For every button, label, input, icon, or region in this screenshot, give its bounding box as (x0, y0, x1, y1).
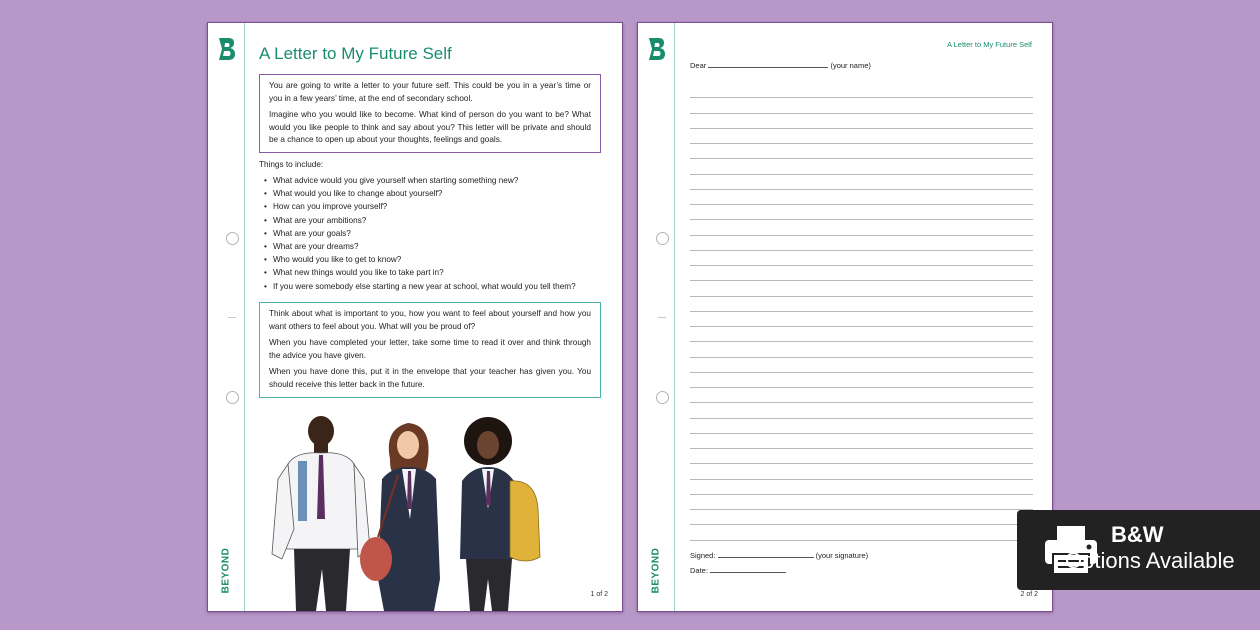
things-list (264, 174, 576, 293)
date-label: Date: (690, 566, 708, 575)
student-figure (272, 416, 370, 611)
list-item: • How can you improve yourself? (264, 200, 576, 213)
badge-line-2: Options Available (1065, 548, 1235, 573)
name-blank (708, 59, 828, 68)
punch-hole (656, 232, 669, 245)
list-item: • If you were somebody else starting a new year at school, what would you tell them? (264, 280, 576, 293)
dear-line (690, 59, 871, 70)
writing-line (690, 281, 1033, 296)
list-item: • What advice would you give yourself when starting something new? (264, 174, 576, 187)
writing-line (690, 205, 1033, 220)
dear-hint: (your name) (830, 61, 871, 70)
writing-line (690, 251, 1033, 266)
writing-line (690, 464, 1033, 479)
writing-line (690, 434, 1033, 449)
brand-label: BEYOND (650, 547, 662, 594)
list-item: • What are your ambitions? (264, 214, 576, 227)
signed-line (690, 549, 868, 560)
writing-line (690, 312, 1033, 327)
writing-line (690, 419, 1033, 434)
bw-options-badge (1017, 510, 1260, 590)
punch-hole (656, 391, 669, 404)
page-number: 1 of 2 (590, 591, 608, 598)
list-item: • What would you like to change about yourself? (264, 187, 576, 200)
closing-paragraph: When you have done this, put it in the envelope that your teacher has given you. You should receive this letter back in the future. (269, 367, 591, 389)
writing-line (690, 388, 1033, 403)
dear-label: Dear (690, 61, 707, 70)
writing-line (690, 327, 1033, 342)
students-illustration (258, 409, 548, 611)
writing-line (690, 449, 1033, 464)
writing-line (690, 144, 1033, 159)
writing-line (690, 266, 1033, 281)
writing-line (690, 159, 1033, 174)
writing-line (690, 358, 1033, 373)
list-item: • What are your goals? (264, 227, 576, 240)
writing-line (690, 403, 1033, 418)
writing-line (690, 236, 1033, 251)
signed-label: Signed: (690, 551, 716, 560)
writing-line (690, 495, 1033, 510)
writing-line (690, 480, 1033, 495)
punch-hole (226, 232, 239, 245)
list-item: • What new things would you like to take part in? (264, 266, 576, 279)
margin-line (674, 23, 675, 611)
writing-line (690, 297, 1033, 312)
things-label: Things to include: (259, 160, 324, 169)
list-item: • Who would you like to get to know? (264, 253, 576, 266)
page-title: A Letter to My Future Self (259, 44, 452, 63)
writing-line (690, 342, 1033, 357)
writing-line (690, 129, 1033, 144)
list-item: • What are your dreams? (264, 240, 576, 253)
fold-mark (658, 317, 666, 318)
worksheet-page-1 (207, 22, 623, 612)
writing-line (690, 525, 1033, 540)
student-figure (360, 423, 440, 611)
closing-paragraph: When you have completed your letter, take some time to read it over and think through the advice you have given. (269, 338, 591, 360)
badge-line-1: B&W (1111, 522, 1164, 547)
beyond-logo-icon (646, 36, 666, 62)
intro-paragraph: Imagine who you would like to become. What kind of person do you want to be? What would you like people to think and say about you? This letter will be private and should be a chance to open up about your thoughts, feelings and goals. (269, 110, 591, 145)
writing-line (690, 510, 1033, 525)
margin-line (244, 23, 245, 611)
page-number: 2 of 2 (1020, 591, 1038, 598)
writing-line (690, 175, 1033, 190)
writing-line (690, 220, 1033, 235)
signature-blank (718, 549, 814, 558)
date-blank (710, 564, 786, 573)
punch-hole (226, 391, 239, 404)
writing-line (690, 98, 1033, 113)
writing-lines (690, 83, 1033, 541)
fold-mark (228, 317, 236, 318)
page-header: A Letter to My Future Self (946, 40, 1032, 49)
signed-hint: (your signature) (815, 551, 869, 560)
worksheet-page-2 (637, 22, 1053, 612)
writing-line (690, 83, 1033, 98)
writing-line (690, 114, 1033, 129)
student-figure (460, 417, 540, 611)
closing-box (259, 302, 601, 398)
intro-box (259, 74, 601, 153)
closing-paragraph: Think about what is important to you, how you want to feel about yourself and how you want others to feel about you. What will you be proud of? (269, 309, 591, 331)
writing-line (690, 190, 1033, 205)
brand-label: BEYOND (220, 547, 232, 594)
date-line (690, 564, 786, 575)
writing-line (690, 373, 1033, 388)
intro-paragraph: You are going to write a letter to your future self. This could be you in a year’s time or you in a few years’ time, at the end of secondary school. (269, 81, 591, 103)
beyond-logo-icon (216, 36, 236, 62)
